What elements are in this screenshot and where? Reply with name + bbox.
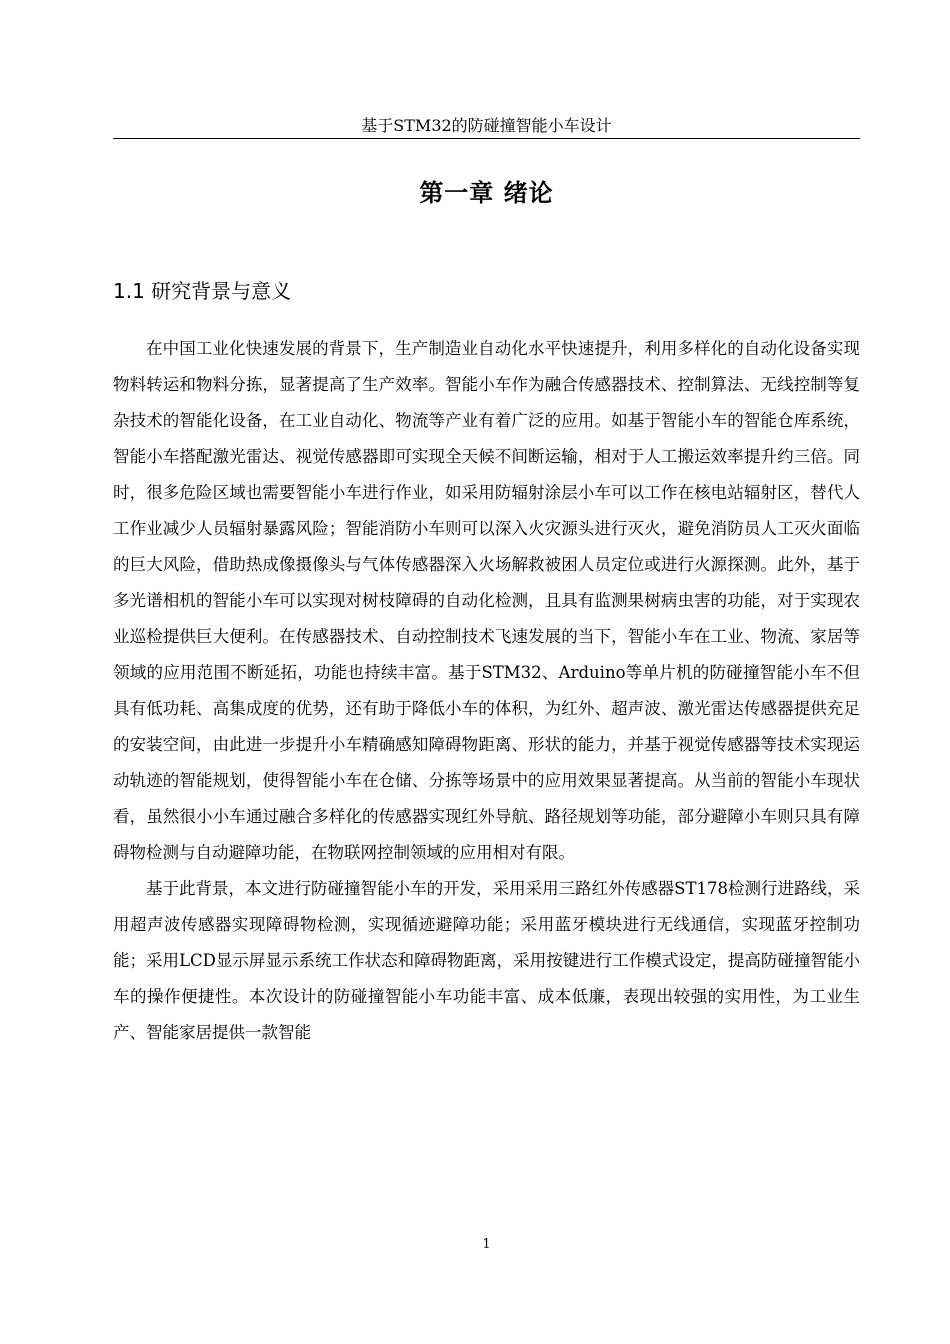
chapter-title: 第一章 绪论	[419, 179, 554, 207]
body-text	[113, 331, 860, 1051]
header-divider	[113, 138, 860, 139]
section-heading: 1.1 研究背景与意义	[113, 279, 292, 303]
paragraph-2: 基于此背景，本文进行防碰撞智能小车的开发，采用采用三路红外传感器ST178检测行进路线，采用超声波传感器实现障碍物检测，实现循迹避障功能；采用蓝牙模块进行无线通信，实现蓝牙控制功能；采用LCD显示屏显示系统工作状态和障碍物距离，采用按键进行工作模式设定，提高防碰撞智能小车的操作便捷性。本次设计的防碰撞智能小车功能丰富、成本低廉，表现出较强的实用性，为工业生产、智能家居提供一款智能	[113, 879, 860, 1042]
page-header-title: 基于STM32的防碰撞智能小车设计	[361, 116, 612, 135]
page-number: 1	[482, 1237, 491, 1252]
paragraph-1: 在中国工业化快速发展的背景下，生产制造业自动化水平快速提升，利用多样化的自动化设备实现物料转运和物料分拣，显著提高了生产效率。智能小车作为融合传感器技术、控制算法、无线控制等复杂技术的智能化设备，在工业自动化、物流等产业有着广泛的应用。如基于智能小车的智能仓库系统，智能小车搭配激光雷达、视觉传感器即可实现全天候不间断运输，相对于人工搬运效率提升约三倍。同时，很多危险区域也需要智能小车进行作业，如采用防辐射涂层小车可以工作在核电站辐射区，替代人工作业减少人员辐射暴露风险；智能消防小车则可以深入火灾源头进行灭火，避免消防员人工灭火面临的巨大风险，借助热成像摄像头与气体传感器深入火场解救被困人员定位或进行火源探测。此外，基于多光谱相机的智能小车可以实现对树枝障碍的自动化检测，且具有监测果树病虫害的功能，对于实现农业巡检提供巨大便利。在传感器技术、自动控制技术飞速发展的当下，智能小车在工业、物流、家居等领域的应用范围不断延拓，功能也持续丰富。基于STM32、Arduino等单片机的防碰撞智能小车不但具有低功耗、高集成度的优势，还有助于降低小车的体积，为红外、超声波、激光雷达传感器提供充足的安装空间，由此进一步提升小车精确感知障碍物距离、形状的能力，并基于视觉传感器等技术实现运动轨迹的智能规划，使得智能小车在仓储、分拣等场景中的应用效果显著提高。从当前的智能小车现状看，虽然很小小车通过融合多样化的传感器实现红外导航、路径规划等功能，部分避障小车则只具有障碍物检测与自动避障功能，在物联网控制领域的应用相对有限。	[113, 339, 860, 862]
